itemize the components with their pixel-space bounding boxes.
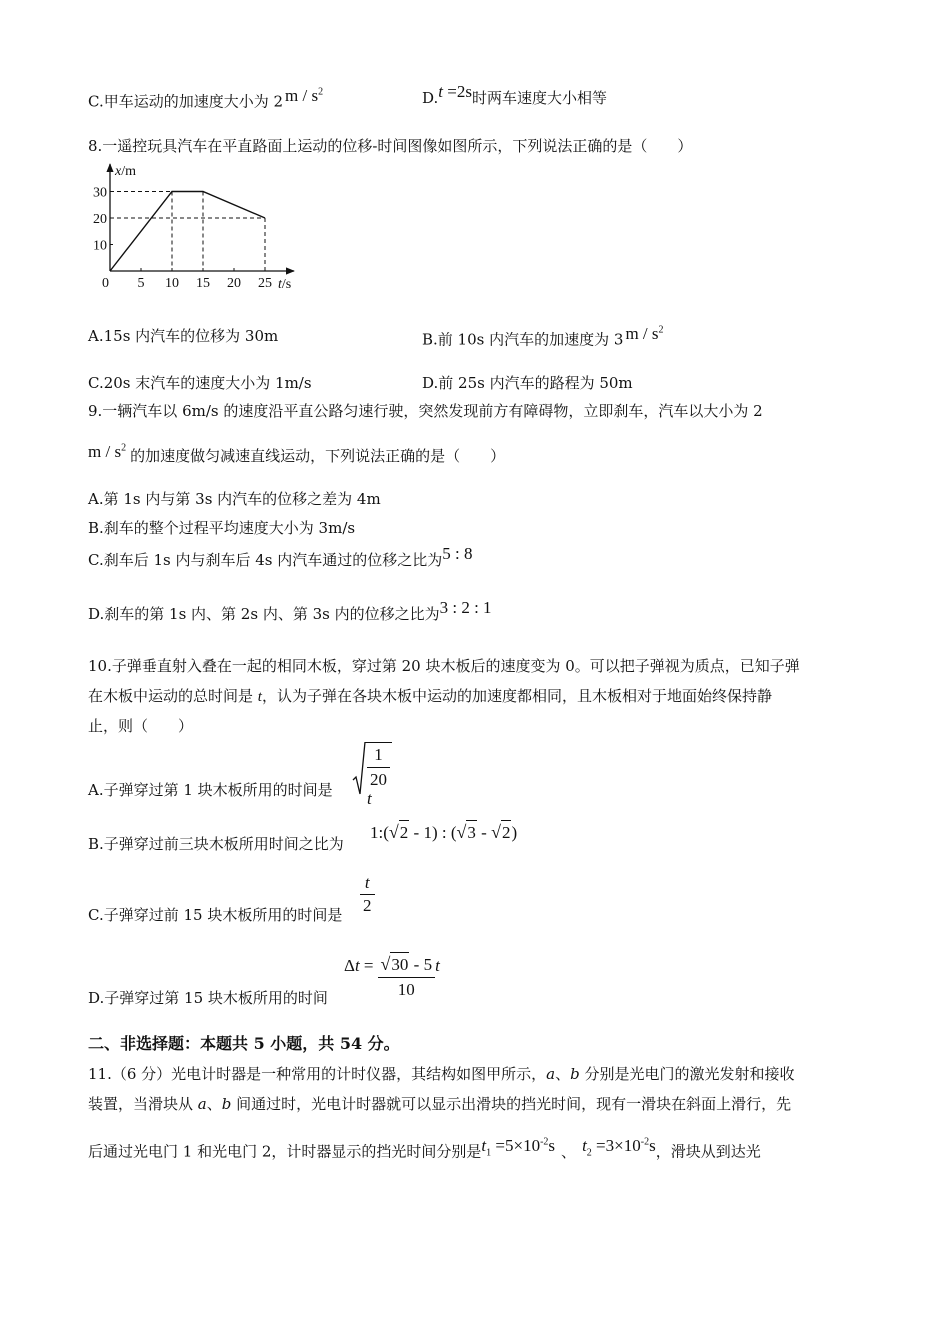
q9-option-c-text: C.刹车后 1s 内与刹车后 4s 内汽车通过的位移之比为 [88, 551, 443, 569]
q9-option-d-ratio: 3 : 2 : 1 [439, 598, 492, 617]
q11-line3: 后通过光电门 1 和光电门 2，计时器显示的挡光时间分别是$t_1 =5\times 10^{-2}s$ 、 $t_2 =3\times 10^{-2}s$，滑块从到达光 [88, 1135, 761, 1161]
q8-option-c: C.20s 末汽车的速度大小为 1m/s [88, 374, 312, 392]
q10-option-d-formula: Δt = $\frac{√30 - 5}{10}$ t [344, 954, 440, 999]
section-2-heading: 二、非选择题：本题共 5 小题，共 54 分。 [88, 1034, 400, 1053]
q7-option-d-math: t =2s [438, 82, 472, 101]
q9-option-c [88, 544, 473, 570]
q11-t1: $t_1 =5\times 10^{-2}s$ [481, 1135, 556, 1159]
q9-option-a: A.第 1s 内与第 3s 内汽车的位移之差为 4m [88, 490, 381, 508]
x-tick-label-5: 5 [137, 276, 145, 291]
q8-option-b-unit: m / $s^2$ [625, 323, 664, 343]
q8-option-a: A.15s 内汽车的位移为 30m [88, 327, 279, 345]
x-tick-label-20: 20 [227, 276, 241, 291]
x-axis-label: t/s [278, 277, 292, 292]
q9-stem-line2-text: 的加速度做匀减速直线运动，下列说法正确的是（ ） [130, 446, 506, 465]
q10-option-a [88, 780, 333, 800]
q8-option-d: D.前 25s 内汽车的路程为 50m [422, 374, 633, 392]
q11-line2: 装置，当滑块从 a、b 间通过时，光电计时器就可以显示出滑块的挡光时间，现有一滑块在斜面上滑行，先 [88, 1095, 792, 1113]
q11-t2: $t_2 =3\times 10^{-2}s$ [582, 1135, 656, 1159]
q10-option-b-text: B.子弹穿过前三块木板所用时间之比为 [88, 835, 344, 853]
series-line [110, 192, 265, 272]
y-tick-label-10: 10 [93, 238, 107, 254]
q9-stem-line1: 9.一辆汽车以 6m/s 的速度沿平直公路匀速行驶，突然发现前方有障碍物，立即刹车，汽车以大小为 2 [88, 402, 763, 420]
q10-option-d [88, 988, 328, 1008]
q7-option-c-unit: m / $s^2$ [285, 85, 324, 105]
x-tick-label-10: 10 [165, 276, 179, 291]
q9-option-d-text: D.刹车的第 1s 内、第 2s 内、第 3s 内的位移之比为 [88, 605, 440, 623]
origin-label: 0 [102, 276, 109, 291]
q10-option-c [88, 905, 342, 925]
q8-option-b-text: B.前 10s 内汽车的加速度为 3 [422, 330, 624, 349]
q10-option-b [88, 834, 344, 854]
q8-stem: 8.一遥控玩具汽车在平直路面上运动的位移-时间图像如图所示，下列说法正确的是（ ） [88, 137, 693, 155]
y-axis-label: x/m [115, 164, 136, 179]
q10-option-a-text: A.子弹穿过第 1 块木板所用的时间是 [88, 781, 333, 799]
q10-option-c-formula: $\frac{t}{2}$ [360, 872, 375, 917]
q10-option-c-text: C.子弹穿过前 15 块木板所用的时间是 [88, 906, 343, 924]
x-tick-label-25: 25 [258, 276, 272, 291]
x-tick-label-15: 15 [196, 276, 210, 291]
q9-stem-line2 [88, 442, 505, 466]
q7-option-d [422, 82, 607, 108]
q10-option-d-text: D.子弹穿过第 15 块木板所用的时间 [88, 989, 328, 1007]
q10-stem-line2: 在木板中运动的总时间是 t，认为子弹在各块木板中运动的加速度都相同，且木板相对于地面始终保持静 [88, 687, 772, 705]
q7-option-c-text: C.甲车运动的加速度大小为 2 [88, 92, 284, 111]
q9-option-c-ratio: 5 : 8 [442, 544, 473, 563]
q9-stem-unit: m / $s^2$ [88, 441, 127, 461]
q10-stem-line1: 10.子弹垂直射入叠在一起的相同木板，穿过第 20 块木板后的速度变为 0。可以把子弹视为质点，已知子弹 [88, 657, 800, 675]
sqrt-sign [352, 740, 366, 796]
q9-option-d [88, 598, 492, 624]
q7-option-c [88, 85, 324, 112]
q8-option-b [422, 323, 664, 350]
q10-stem-line3: 止，则（ ） [88, 717, 194, 735]
y-tick-label-30: 30 [93, 185, 107, 201]
q7-option-d-text: 时两车速度大小相等 [471, 89, 607, 107]
q11-line1: 11.（6 分）光电计时器是一种常用的计时仪器，其结构如图甲所示，a、b 分别是光电门的激光发射和接收 [88, 1065, 795, 1083]
x-t-graph [88, 160, 303, 292]
y-tick-label-20: 20 [93, 212, 107, 227]
q10-option-b-formula: 1:(√2 - 1) : (√3 - √2) [370, 820, 517, 845]
q9-option-b: B.刹车的整个过程平均速度大小为 3m/s [88, 519, 356, 537]
q7-option-d-prefix: D. [422, 89, 439, 107]
